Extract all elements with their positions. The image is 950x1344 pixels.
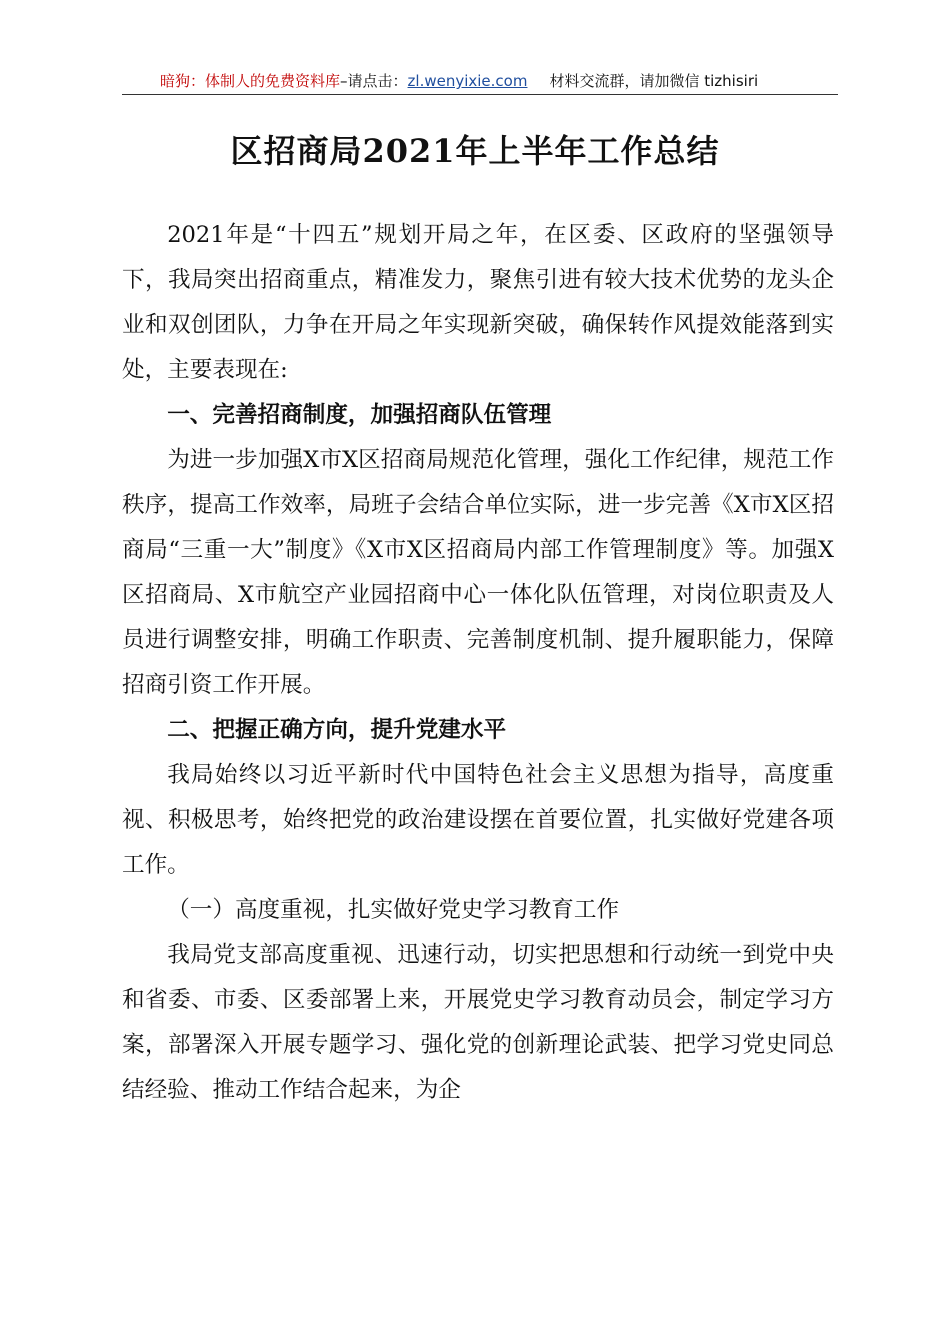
document-body xyxy=(122,213,834,1113)
page-header xyxy=(122,62,838,95)
section1-heading: 一、完善招商制度，加强招商队伍管理 xyxy=(167,402,552,428)
section2-heading: 二、把握正确方向，提升党建水平 xyxy=(167,717,507,743)
header-row xyxy=(160,70,758,91)
document-title: 区招商局2021年上半年工作总结 xyxy=(230,132,720,170)
section2-paragraph: 我局始终以习近平新时代中国特色社会主义思想为指导，高度重视、积极思考，始终把党的政治建设摆在首要位置，扎实做好党建各项工作。 xyxy=(122,762,834,878)
intro-paragraph: 2021年是“十四五”规划开局之年，在区委、区政府的坚强领导下，我局突出招商重点，精准发力，聚焦引进有较大技术优势的龙头企业和双创团队，力争在开局之年实现新突破，确保转作风提效能落到实处，主要表现在: xyxy=(122,222,834,383)
subsection1-paragraph: 我局党支部高度重视、迅速行动，切实把思想和行动统一到党中央和省委、市委、区委部署上来，开展党史学习教育动员会，制定学习方案，部署深入开展专题学习、强化党的创新理论武装、把学习党史同总结经验、推动工作结合起来，为企 xyxy=(122,942,834,1103)
header-group-note: 材料交流群，请加微信 tizhisiri xyxy=(549,72,759,90)
subsection1-heading: （一）高度重视，扎实做好党史学习教育工作 xyxy=(167,897,620,923)
header-brand: 暗狗：体制人的免费资料库 xyxy=(160,72,341,90)
section1-paragraph: 为进一步加强X市X区招商局规范化管理，强化工作纪律，规范工作秩序，提高工作效率，局班子会结合单位实际，进一步完善《X市X区招商局“三重一大”制度》《X市X区招商局内部工作管理制度》等。加强X区招商局、X市航空产业园招商中心一体化队伍管理，对岗位职责及人员进行调整安排，明确工作职责、完善制度机制、提升履职能力，保障招商引资工作开展。 xyxy=(122,447,834,698)
header-link[interactable]: zl.wenyixie.com xyxy=(407,72,528,90)
header-click-label: –请点击： xyxy=(340,72,408,90)
